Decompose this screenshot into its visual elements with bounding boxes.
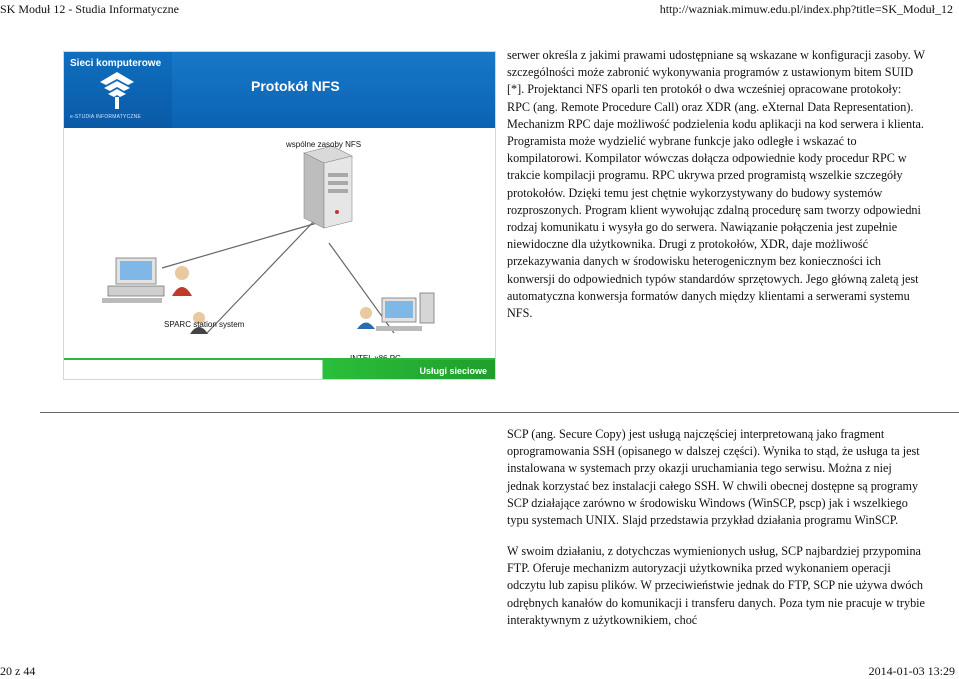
paragraph-scp-details: W swoim działaniu, z dotychczas wymienionych usług, SCP najbardziej przypomina FTP. Oferuje mechanizm autoryzacji użytkownika przed wykonaniem operacji odczytu lub zapisu plików. W przeciwieństwie jednak do FTP, SCP nie używa dwóch odrębnych kanałów do komunikacji i transferu danych. Poza tym nie pracuje w trybie interaktywnym z użytkownikiem, choć xyxy=(507,544,925,627)
slide-brand: e-STUDIA INFORMATYCZNE xyxy=(70,114,141,120)
link-line-sparc xyxy=(162,223,317,268)
slide-corner-title: Sieci komputerowe xyxy=(70,58,162,69)
server-icon xyxy=(304,146,352,228)
sparc-workstation-icon xyxy=(102,258,192,303)
section-divider xyxy=(40,412,959,413)
slide-corner-panel xyxy=(64,52,172,128)
page-header-title: SK Moduł 12 - Studia Informatyczne xyxy=(0,2,179,16)
slide-footer-label: Usługi sieciowe xyxy=(419,366,487,376)
slide-title: Protokół NFS xyxy=(251,78,340,94)
slide-image xyxy=(63,51,496,380)
sparc-label: SPARC station system xyxy=(164,320,245,329)
page-counter: 20 z 44 xyxy=(0,664,36,678)
shared-resources-label: wspólne zasoby NFS xyxy=(286,140,362,149)
nfs-diagram-lines xyxy=(64,128,496,358)
paragraph-nfs: serwer określa z jakimi prawami udostępniane są wskazane w konfiguracji zasoby. W szczególności może zabronić wykonywania programów z ustawionym bitem SUID [*]. Projektanci NFS oparli ten protokół o dwa wcześniej opracowane protokoły: RPC (ang. Remote Procedure Call) oraz XDR (ang. eXternal Data Representation). Mechanizm RPC daje możliwość podzielenia kodu aplikacji na kod serwera i klienta. Programista może wydzielić wybrane funkcje jako odległe i wskazać to kompilatorowi. Kompilator wówczas dołącza odpowiednie kody procedur RPC w trakcie kompilacji programu. RPC ukrywa przed programistą wszelkie szczegóły protokołów. Dzięki temu jest chętnie wykorzystywany do budowy systemów rozproszonych. Program klient wywołując zdalną procedurę sam tworzy odpowiedni rodzaj komunikatu i wysyła go do serwera. Nawiązanie połączenia jest zupełnie niewidoczne dla użytkownika. Drugi z protokołów, XDR, daje możliwość przekazywania danych w środowisku heterogenicznym bez konieczności ich konwersji do odpowiednich typów standardów sprzętowych. Jego główną zaletą jest automatyczna konwersja formatów danych między klientami a serwerami systemu NFS. xyxy=(507,48,925,321)
paragraph-scp-intro: SCP (ang. Secure Copy) jest usługą najczęściej interpretowaną jako fragment oprogramowania SSH (opisanego w dalszej części). Wynika to stąd, że usługa ta jest instalowana w systemach przy okazji uruchamiania tego serwisu. Można z niej jednak korzystać bez instalacji całego SSH. W chwili obecnej dostępne są programy SCP działające zarówno w środowisku Windows (WinSCP, pscp) jak i wszelkiego typu systemach UNIX. Slajd przedstawia przykład działania programu WinSCP. xyxy=(507,427,920,528)
link-line-middle xyxy=(207,218,317,333)
print-timestamp: 2014-01-03 13:29 xyxy=(868,664,955,678)
page-header-url: http://wazniak.mimuw.edu.pl/index.php?title=SK_Moduł_12 xyxy=(659,2,953,16)
nfs-diagram xyxy=(64,128,496,358)
network-logo-icon xyxy=(98,70,136,110)
